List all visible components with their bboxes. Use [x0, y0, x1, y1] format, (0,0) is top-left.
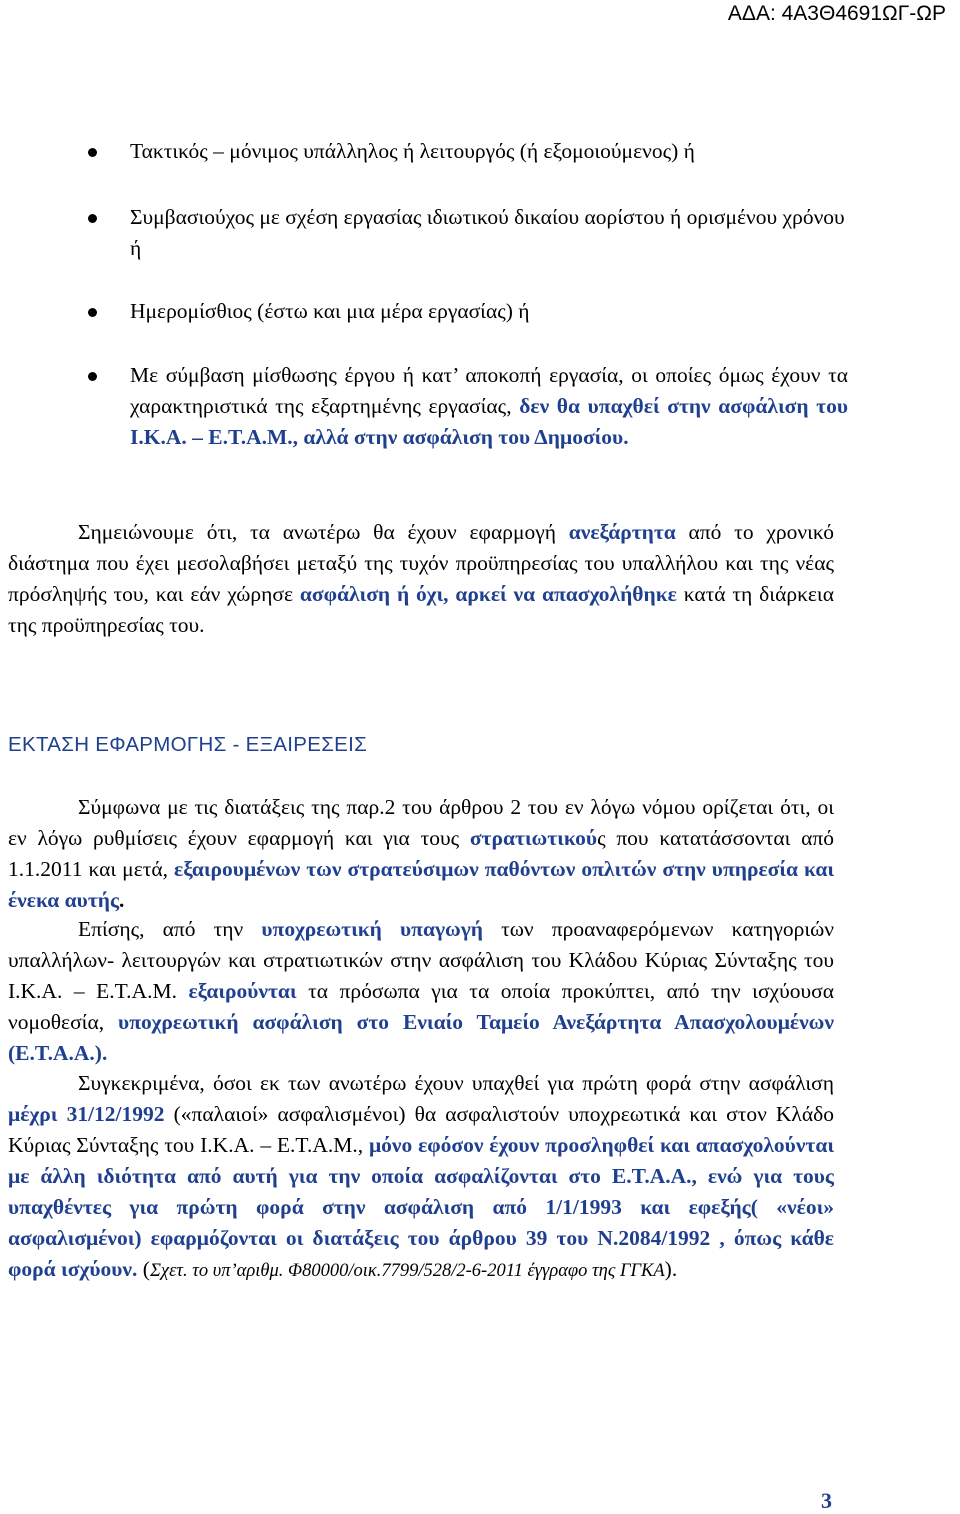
- bullet-text: [130, 360, 848, 453]
- p1-c: από το χρονικό διάστημα που έχει μεσολαβήσει μεταξύ της τυχόν προϋπηρεσίας του υπαλλήλου και της νέας πρόσληψής του, και εάν χώρησε: [8, 520, 834, 606]
- p2-c: ς που κατατάσσονται από 1.1.2011 και μετά,: [8, 826, 834, 881]
- bullet-text-emphasis: δεν θα υπαχθεί στην ασφάλιση του Ι.Κ.Α. – Ε.Τ.Α.Μ., αλλά στην ασφάλιση του Δημοσίου.: [130, 394, 849, 449]
- p1-d: ασφάλιση ή όχι, αρκεί να απασχολήθηκε: [299, 582, 677, 606]
- p2-b: στρατιωτικού: [469, 826, 598, 850]
- p4-a: Συγκεκριμένα, όσοι εκ των ανωτέρω έχουν υπαχθεί για πρώτη φορά στην ασφάλιση: [78, 1071, 834, 1095]
- bullet-icon: [88, 214, 97, 223]
- p4-d: μόνο εφόσον έχουν προσληφθεί και απασχολούνται με άλλη ιδιότητα από αυτή για την οποία ασφαλίζονται στο Ε.Τ.Α.Α., ενώ για τους υπαχθέντες για πρώτη φορά στην ασφάλιση από 1/1/1993 και εφεξής( «νέοι» ασφαλισμένοι) εφαρμόζονται οι διατάξεις του άρθρου 39 του Ν.2084/1992 , όπως κάθε φορά ισχύουν.: [8, 1133, 834, 1281]
- p3-a: Επίσης, από την: [78, 917, 262, 941]
- p3-e: τα πρόσωπα για τα οποία προκύπτει, από την ισχύουσα νομοθεσία,: [8, 979, 834, 1034]
- bullet-text-plain: Με σύμβαση μίσθωσης έργου ή κατ’ αποκοπή εργασία, οι οποίες όμως έχουν τα χαρακτηριστικά της εξαρτημένης εργασίας,: [130, 363, 848, 418]
- bullet-icon: [88, 308, 97, 317]
- p2-d: εξαιρουμένων των στρατεύσιμων παθόντων οπλιτών στην υπηρεσία και ένεκα αυτής: [8, 857, 835, 912]
- p4-f: Σχετ. το υπ’αριθμ. Φ80000/οικ.7799/528/2-6-2011 έγγραφο της ΓΓΚΑ: [149, 1261, 665, 1281]
- page-number: 3: [821, 1488, 832, 1513]
- paragraph-exemptions: [8, 914, 834, 1069]
- p3-f: υποχρεωτική ασφάλιση στο Ενιαίο Ταμείο Ανεξάρτητα Απασχολουμένων (Ε.Τ.Α.Α.).: [8, 1010, 835, 1065]
- p1-e: κατά τη διάρκεια της προϋπηρεσίας του.: [8, 582, 834, 637]
- bullet-text: Ημερομίσθιος (έστω και μια μέρα εργασίας) ή: [130, 299, 530, 323]
- p3-c: των προαναφερόμενων κατηγοριών υπαλλήλων- λειτουργών και στρατιωτικών στην ασφάλιση του Κλάδου Κύριας Σύνταξης του Ι.Κ.Α. – Ε.Τ.Α.Μ.: [8, 917, 835, 1003]
- p3-b: υποχρεωτική υπαγωγή: [261, 917, 483, 941]
- list-item: [88, 360, 848, 453]
- p4-b: μέχρι 31/12/1992: [8, 1102, 165, 1126]
- section-heading: ΕΚΤΑΣΗ ΕΦΑΡΜΟΓΗΣ - ΕΞΑΙΡΕΣΕΙΣ: [8, 733, 368, 756]
- bullet-icon: [88, 372, 97, 381]
- bullet-text: Τακτικός – μόνιμος υπάλληλος ή λειτουργός (ή εξομοιούμενος) ή: [130, 139, 695, 163]
- list-item: [88, 202, 848, 264]
- p1-b: ανεξάρτητα: [568, 520, 676, 544]
- p2-a: Σύμφωνα με τις διατάξεις της παρ.2 του άρθρου 2 του εν λόγω νόμου ορίζεται ότι, οι εν λόγω ρυθμίσεις έχουν εφαρμογή και για τους: [8, 795, 834, 850]
- p3-d: εξαιρούνται: [188, 979, 297, 1003]
- ada-code: ΑΔΑ: 4Α3Θ4691ΩΓ-ΩΡ: [727, 2, 946, 25]
- paragraph-scope: [8, 792, 834, 916]
- bullet-icon: [88, 148, 97, 157]
- p4-g: ).: [664, 1257, 678, 1281]
- p4-c: («παλαιοί» ασφαλισμένοι) θα ασφαλιστούν υποχρεωτικά και στον Κλάδο Κύριας Σύνταξης του Ι.Κ.Α. – Ε.Τ.Α.Μ.,: [8, 1102, 834, 1157]
- p2-e: .: [119, 888, 125, 912]
- paragraph-independence-note: [8, 517, 834, 641]
- list-item: [88, 296, 530, 327]
- p4-e: (: [137, 1257, 150, 1281]
- list-item: [88, 136, 695, 167]
- p1-a: Σημειώνουμε ότι, τα ανωτέρω θα έχουν εφαρμογή: [78, 520, 569, 544]
- paragraph-specifics: [8, 1068, 834, 1287]
- bullet-text: Συμβασιούχος με σχέση εργασίας ιδιωτικού δικαίου αορίστου ή ορισμένου χρόνου ή: [130, 205, 845, 260]
